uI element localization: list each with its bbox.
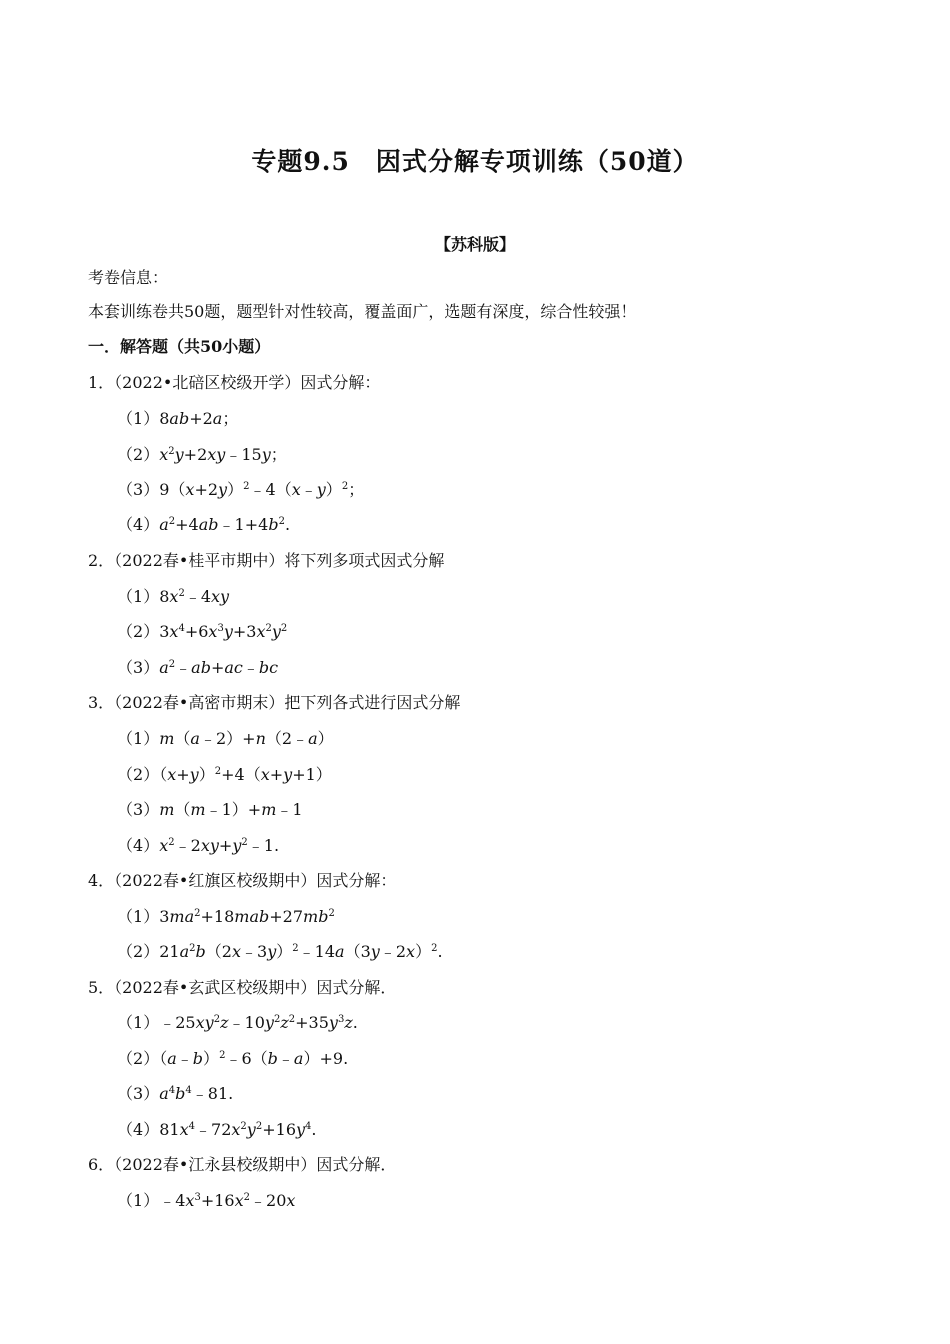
question-part: $(4)a^2+4ab﹣1+4b^2$. (117, 515, 291, 534)
question-part: $(2)x^2y+2xy﹣15y$； (117, 445, 287, 464)
question-stem: 1．（2022•北碚区校级开学）因式分解： (88, 373, 381, 392)
question-part: $(4)x^2﹣2xy+y^2﹣1$. (117, 836, 280, 855)
question-part: （2）（a﹣b）$^2$﹣6（b﹣a）+9. (117, 1049, 349, 1068)
question-part: $(2)3x^4+6x^3y+3x^2y^2$ (117, 622, 288, 641)
question-part: $(3)a^4b^4﹣81$. (117, 1084, 234, 1103)
question-part: $(2)(x+y)^2+4(x+y+1)$ (117, 765, 332, 784)
question-stem: 4．（2022春•红旗区校级期中）因式分解： (88, 871, 397, 890)
question-part: $(1)﹣4x^3+16x^2﹣20x$ (117, 1191, 296, 1210)
question-part: $(2)21a^2b(2x﹣3y)^2﹣14a(3y﹣2x)^2$. (117, 942, 443, 961)
edition-label: 【苏科版】 (434, 235, 515, 254)
question-part: $(1)3ma^2+18mab+27mb^2$ (117, 907, 335, 926)
section-heading: 一．解答题（共50小题） (88, 337, 271, 356)
question-part: $(1)8x^2﹣4xy$ (117, 587, 230, 606)
question-part: $(3)a^2﹣ab+ac﹣bc$ (117, 658, 279, 677)
question-part: （1）8ab+2a； (117, 409, 239, 428)
info-text: 本套训练卷共50题，题型针对性较高，覆盖面广，选题有深度，综合性较强！ (88, 302, 637, 321)
question-stem: 6．（2022春•江永县校级期中）因式分解． (88, 1155, 397, 1174)
question-part: $(1)﹣25xy^2z﹣10y^2z^2+35y^3z$. (117, 1013, 358, 1032)
question-part: （1）m（a﹣2）+n（2﹣a） (117, 729, 334, 748)
question-stem: 5．（2022春•玄武区校级期中）因式分解． (88, 978, 397, 997)
question-stem: 2．（2022春•桂平市期中）将下列多项式因式分解 (88, 551, 445, 570)
question-stem: 3．（2022春•高密市期末）把下列各式进行因式分解 (88, 693, 461, 712)
info-label: 考卷信息： (88, 268, 169, 287)
page-title: 专题9.5 因式分解专项训练（50道） (251, 147, 699, 176)
question-part: （3）m（m﹣1）+m﹣1 (117, 800, 303, 819)
question-part: $(3)9(x+2y)^2﹣4(x﹣y)^2$； (117, 480, 365, 499)
question-part: $(4)81x^4﹣72x^2y^2+16y^4$. (117, 1120, 317, 1139)
